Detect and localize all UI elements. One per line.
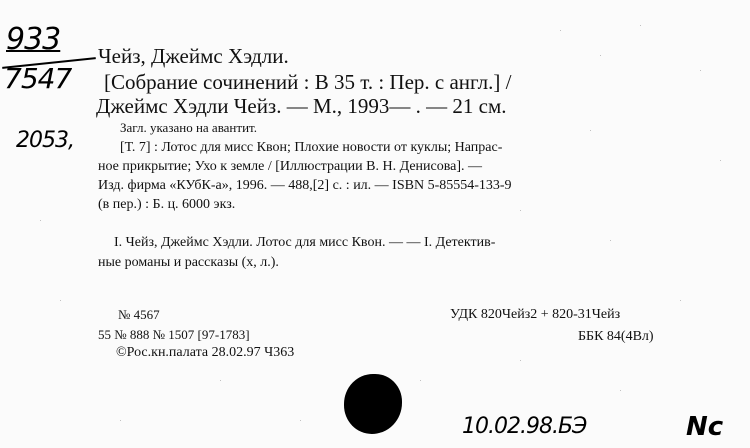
volume-line-1: [Т. 7] : Лотос для мисс Квон; Плохие новости от куклы; Напрас- [120, 140, 503, 155]
bbk-index: ББК 84(4Вл) [578, 329, 654, 344]
margin-note: 2053, [16, 128, 74, 153]
shelf-mark-top: 933 [6, 22, 61, 57]
author-heading: Чейз, Джеймс Хэдли. [98, 44, 289, 68]
title-note: Загл. указано на авантит. [120, 120, 257, 135]
volume-line-3: Изд. фирма «КУбК-а», 1996. — 488,[2] с. : ил. — ISBN 5-85554-133-9 [98, 178, 512, 193]
tracing-line-1: I. Чейз, Джеймс Хэдли. Лотос для мисс Квон. — — I. Детектив- [114, 235, 496, 250]
series-line-1: [Собрание сочинений : В 35 т. : Пер. с англ.] / [104, 70, 512, 94]
initials-mark: Nc [686, 412, 724, 442]
book-chamber-stamp: ©Рос.кн.палата 28.02.97 Ч363 [116, 345, 295, 360]
tracing-line-2: ные романы и рассказы (х, л.). [98, 255, 279, 270]
volume-line-2: ное прикрытие; Ухо к земле / [Иллюстрации В. Н. Денисова]. — [98, 159, 483, 174]
udc-index: УДК 820Чейз2 + 820-31Чейз [450, 307, 621, 322]
series-line-2: Джеймс Хэдли Чейз. — М., 1993— . — 21 см. [96, 94, 507, 118]
record-number: № 4567 [118, 307, 160, 322]
volume-line-4: (в пер.) : Б. ц. 6000 экз. [98, 197, 236, 212]
order-line: 55 № 888 № 1507 [97-1783] [98, 327, 250, 342]
shelf-mark-bottom: 7547 [4, 62, 72, 95]
date-note: 10.02.98.БЭ [462, 414, 587, 439]
